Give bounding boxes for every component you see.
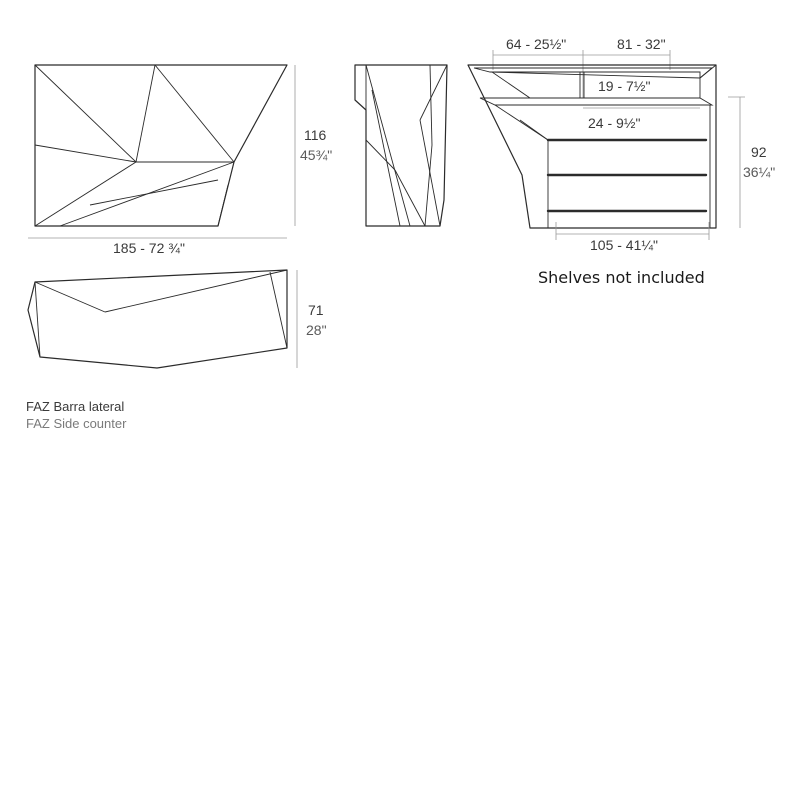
back-height-in: 36¼" — [743, 164, 776, 180]
back-dim-inner-height: 19 - 7½" — [598, 78, 651, 94]
top-view-facets — [35, 270, 287, 357]
back-bottom-width: 105 - 41¼" — [590, 237, 659, 253]
back-dim-left-top: 64 - 25½" — [506, 36, 567, 52]
side-view-facets — [366, 65, 447, 226]
back-dim-shelf-depth: 24 - 9½" — [588, 115, 641, 131]
shelves-note: Shelves not included — [538, 268, 705, 287]
back-view — [468, 36, 775, 253]
caption-spanish: FAZ Barra lateral — [26, 399, 125, 414]
back-height-cm: 92 — [751, 144, 767, 160]
caption — [26, 399, 127, 431]
side-view — [355, 65, 447, 226]
back-view-outline — [468, 65, 716, 228]
back-dim-right-top: 81 - 32" — [617, 36, 666, 52]
top-view — [28, 270, 327, 368]
front-view-facets — [35, 65, 234, 226]
side-view-outline — [355, 65, 447, 226]
top-depth-in: 28" — [306, 322, 327, 338]
front-view — [28, 65, 332, 256]
front-width-label: 185 - 72 ¾" — [113, 240, 185, 256]
caption-english: FAZ Side counter — [26, 416, 127, 431]
front-height-cm: 116 — [304, 127, 327, 143]
front-height-in: 45¾" — [300, 147, 333, 163]
top-view-outline — [28, 270, 287, 368]
top-depth-cm: 71 — [308, 302, 324, 318]
